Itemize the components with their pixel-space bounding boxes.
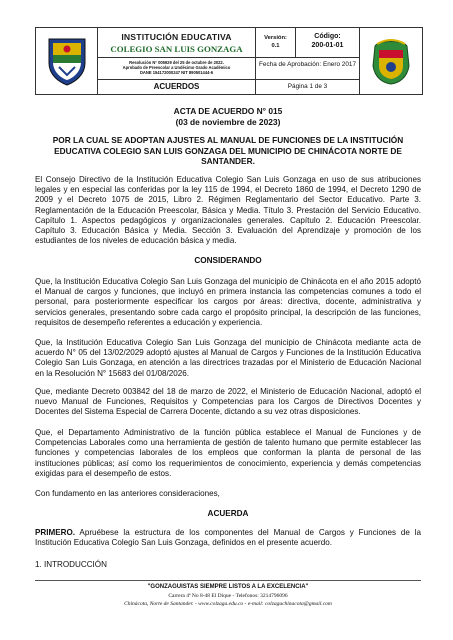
- code-cell: [296, 28, 360, 58]
- acuerda-heading: ACUERDA: [207, 509, 249, 518]
- shield-emblem-icon: [45, 35, 89, 87]
- considerando-paragraph-3: Que, mediante Decreto 003842 del 18 de marzo de 2022, el Ministerio de Educación Nacional, adoptó el nuevo Manual de Funciones, Requisitos y Competencias para los Cargos de Directivos Docentes y Docentes del Sistema Especial de Carrera Docente, dictando a su vez otras disposiciones.: [35, 387, 421, 417]
- resolution-line-2: Aprobado de Preescolar a Undécimo Grado Académico: [122, 65, 231, 71]
- code-value: 200-01-01: [311, 42, 344, 49]
- section-cell: [98, 80, 256, 94]
- footer-address: Carrera 4ª No 8-48 El Dique - Telefonos: 3214796096: [168, 593, 288, 599]
- intro-paragraph: El Consejo Directivo de la Institución Educativa Colegio San Luis Gonzaga en uso de sus atribuciones legales y en especial las conferidas por la ley 115 de 1994, el Decreto 1860 de 1994, el Decreto 1290 de 2009 y el Decreto 1075 de 2015, Libro 2. Régimen Reglamentario del Sector Educativo. Parte 3. Reglamentación de la Educación Preescolar, Básica y Media. Título 3. Prestación del Servicio Educativo. Capítulo 1. Aspectos pedagógicos y organizacionales generales. Capítulo 2. Educación Preescolar. Capítulo 3. Educación Básica y Media. Sección 3. Evaluación del Aprendizaje y promoción de los estudiantes de los niveles de educación básica y media.: [35, 175, 421, 246]
- resolution-line-3: DANE 154172000247 NIT 890501444-6: [139, 70, 214, 76]
- code-label: Código:: [314, 33, 341, 40]
- considerando-heading: CONSIDERANDO: [194, 256, 262, 265]
- version-value: 0.1: [271, 43, 280, 49]
- page-number-cell: [256, 80, 360, 94]
- institution-line-2: COLEGIO SAN LUIS GONZAGA: [110, 44, 243, 54]
- version-label: Versión:: [264, 35, 287, 41]
- approval-date: Fecha de Aprobación: Enero 2017: [259, 61, 356, 68]
- document-header-table: [35, 27, 423, 95]
- document-heading: POR LA CUAL SE ADOPTAN AJUSTES AL MANUAL DE FUNCIONES DE LA INSTITUCIÓN EDUCATIVA COLEGIO SAN LUIS GONZAGA DEL MUNICIPIO DE CHINÁCOTA NORTE DE SANTANDER.: [52, 135, 404, 166]
- article-primero: [35, 528, 421, 548]
- considerando-paragraph-2: Que, la Institución Educativa Colegio San Luis Gonzaga del municipio de Chinácota mediante acta de acuerdo N° 05 del 13/02/2029 adoptó ajustes al Manual de Cargos y Funciones de la Institución Educativa Colegio San Luis Gonzaga, en atención a las directrices trazadas por el Ministerio de Educación Nacional en la Resolución N° 15683 del 01/08/2026.: [35, 338, 421, 378]
- considerando-paragraph-4: Que, el Departamento Administrativo de la función pública establece el Manual de Funciones y de Competencias Laborales como una herramienta de gestión de talento humano que permite establecer las funciones y competencias laborales de los empleos que conforman la planta de personal de las instituciones públicas; así como los requerimientos de conocimiento, experiencia y demás competencias exigidas para el desempeño de estos.: [35, 428, 421, 478]
- acta-title-block: [35, 106, 421, 127]
- footer-motto: "GONZAGUISTAS SIEMPRE LISTOS A LA EXCELENCIA": [147, 584, 309, 590]
- footer-divider: [35, 580, 421, 581]
- institution-name-cell: [98, 28, 256, 58]
- approval-date-cell: [256, 58, 360, 80]
- fundamento-paragraph: Con fundamento en las anteriores consideraciones,: [35, 489, 220, 498]
- article-primero-text: Apruébese la estructura de los componentes del Manual de Cargos y Funciones de la Institución Educativa Colegio San Luis Gonzaga, definidos en el presente acuerdo.: [35, 528, 421, 548]
- acta-title: ACTA DE ACUERDO N° 015: [173, 106, 283, 116]
- institution-shield-logo: [36, 28, 98, 94]
- section-item-introduccion: 1. INTRODUCCIÓN: [35, 560, 107, 569]
- seal-emblem-icon: [369, 36, 413, 86]
- version-cell: [256, 28, 296, 58]
- page-number: Página 1 de 3: [287, 83, 328, 90]
- section-label: ACUERDOS: [153, 82, 200, 91]
- resolution-line-1: Resolución N° 005929 del 25 de octubre de 2022.: [129, 60, 224, 65]
- considerando-paragraph-1: Que, la Institución Educativa Colegio San Luis Gonzaga del municipio de Chinácota en el año 2015 adoptó el Manual de cargos y funciones, que incluyó en primera instancia las competencias comunes a todo el personal, para posteriormente especificar los cargos por áreas: directiva, docente, administrativa y servicios generales, presentando sobre cada cargo el propósito principal, la descripción de las funciones, requisitos de desempeño referentes a educación y experiencia.: [35, 277, 421, 327]
- institution-line-1: INSTITUCIÓN EDUCATIVA: [121, 32, 232, 42]
- municipal-seal-logo: [360, 28, 422, 94]
- article-primero-label: PRIMERO.: [35, 528, 76, 537]
- acta-date: (03 de noviembre de 2023): [175, 116, 281, 127]
- footer-contact: Chinácota, Norte de Santander. - www.colzaga.edu.co - e-mail: colzaguchinacota@gmail.com: [124, 601, 332, 607]
- resolution-cell: [98, 58, 256, 80]
